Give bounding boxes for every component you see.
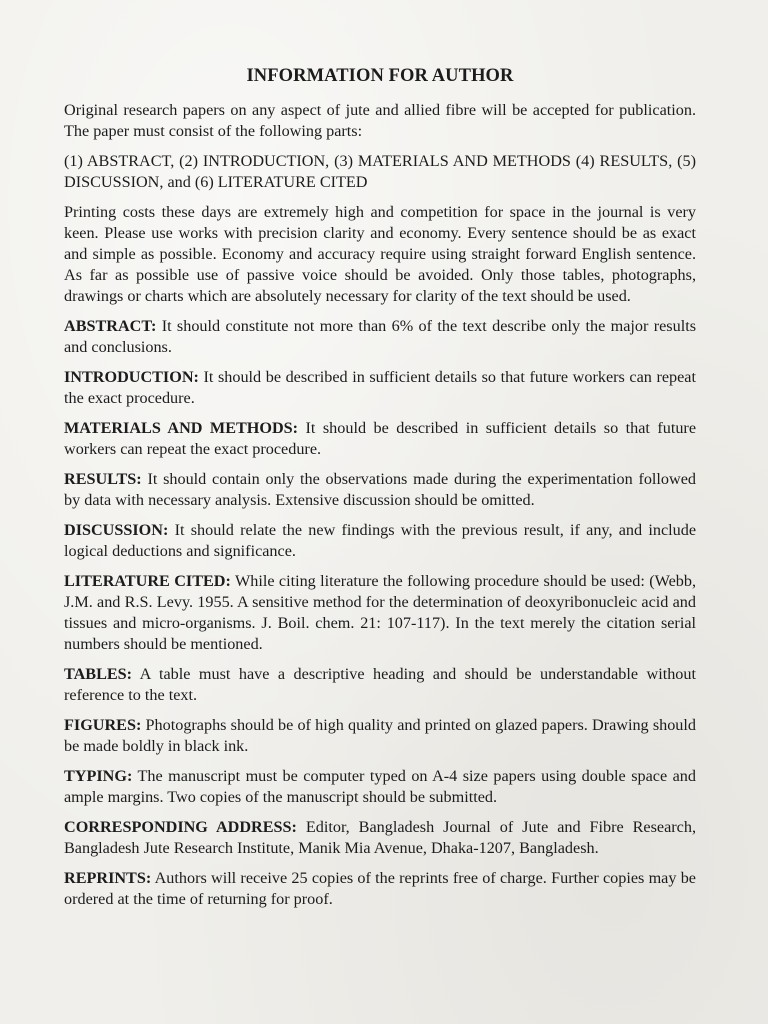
section-text: It should constitute not more than 6% of the text describe only the major results and conclusions.: [64, 317, 696, 356]
section-text: A table must have a descriptive heading and should be understandable without reference to the text.: [64, 665, 696, 704]
section-results: [64, 469, 696, 511]
section-heading: CORRESPONDING ADDRESS:: [64, 818, 297, 836]
page-title: INFORMATION FOR AUTHOR: [246, 66, 514, 86]
section-heading: REPRINTS:: [64, 869, 152, 887]
section-text: It should be described in sufficient details so that future workers can repeat the exact procedure.: [64, 419, 696, 458]
section-heading: FIGURES:: [64, 716, 142, 734]
section-text: It should contain only the observations made during the experimentation followed by data with necessary analysis. Extensive discussion should be omitted.: [64, 470, 696, 509]
section-heading: LITERATURE CITED:: [64, 572, 231, 590]
section-heading: ABSTRACT:: [64, 317, 157, 335]
section-literature-cited: [64, 571, 696, 655]
section-heading: MATERIALS AND METHODS:: [64, 419, 299, 437]
section-text: The manuscript must be computer typed on A-4 size papers using double space and ample margins. Two copies of the manuscript should be submitted.: [64, 767, 696, 806]
section-typing: [64, 766, 696, 808]
intro-paragraph: Original research papers on any aspect of jute and allied fibre will be accepted for publication. The paper must consist of the following parts:: [64, 101, 696, 140]
section-text: It should relate the new findings with the previous result, if any, and include logical deductions and significance.: [64, 521, 696, 560]
section-text: While citing literature the following procedure should be used: (Webb, J.M. and R.S. Levy. 1955. A sensitive method for the determination of deoxyribonucleic acid and tissues and micro-organisms. J. Boil. chem. 21: 107-117). In the text merely the citation serial numbers should be mentioned.: [64, 572, 696, 653]
document-body: [64, 66, 696, 919]
section-discussion: [64, 520, 696, 562]
section-text: It should be described in sufficient details so that future workers can repeat the exact procedure.: [64, 368, 696, 407]
section-heading: DISCUSSION:: [64, 521, 169, 539]
parts-list-paragraph: (1) ABSTRACT, (2) INTRODUCTION, (3) MATERIALS AND METHODS (4) RESULTS, (5) DISCUSSION, and (6) LITERATURE CITED: [64, 152, 696, 191]
printing-costs-paragraph: Printing costs these days are extremely high and competition for space in the journal is very keen. Please use works with precision clarity and economy. Every sentence should be as exact and simple as possible. Economy and accuracy require using straight forward English sentence. As far as possible use of passive voice should be avoided. Only those tables, photographs, drawings or charts which are absolutely necessary for clarity of the text should be used.: [64, 203, 696, 305]
section-heading: TYPING:: [64, 767, 133, 785]
section-text: Authors will receive 25 copies of the reprints free of charge. Further copies may be ordered at the time of returning for proof.: [64, 869, 696, 908]
section-abstract: [64, 316, 696, 358]
section-heading: TABLES:: [64, 665, 133, 683]
section-text: Photographs should be of high quality and printed on glazed papers. Drawing should be made boldly in black ink.: [64, 716, 696, 755]
section-heading: INTRODUCTION:: [64, 368, 199, 386]
section-figures: [64, 715, 696, 757]
section-reprints: [64, 868, 696, 910]
section-heading: RESULTS:: [64, 470, 142, 488]
section-corresponding-address: [64, 817, 696, 859]
section-materials-and-methods: [64, 418, 696, 460]
section-introduction: [64, 367, 696, 409]
section-tables: [64, 664, 696, 706]
section-text: Editor, Bangladesh Journal of Jute and Fibre Research, Bangladesh Jute Research Institute, Manik Mia Avenue, Dhaka-1207, Bangladesh.: [64, 818, 696, 857]
